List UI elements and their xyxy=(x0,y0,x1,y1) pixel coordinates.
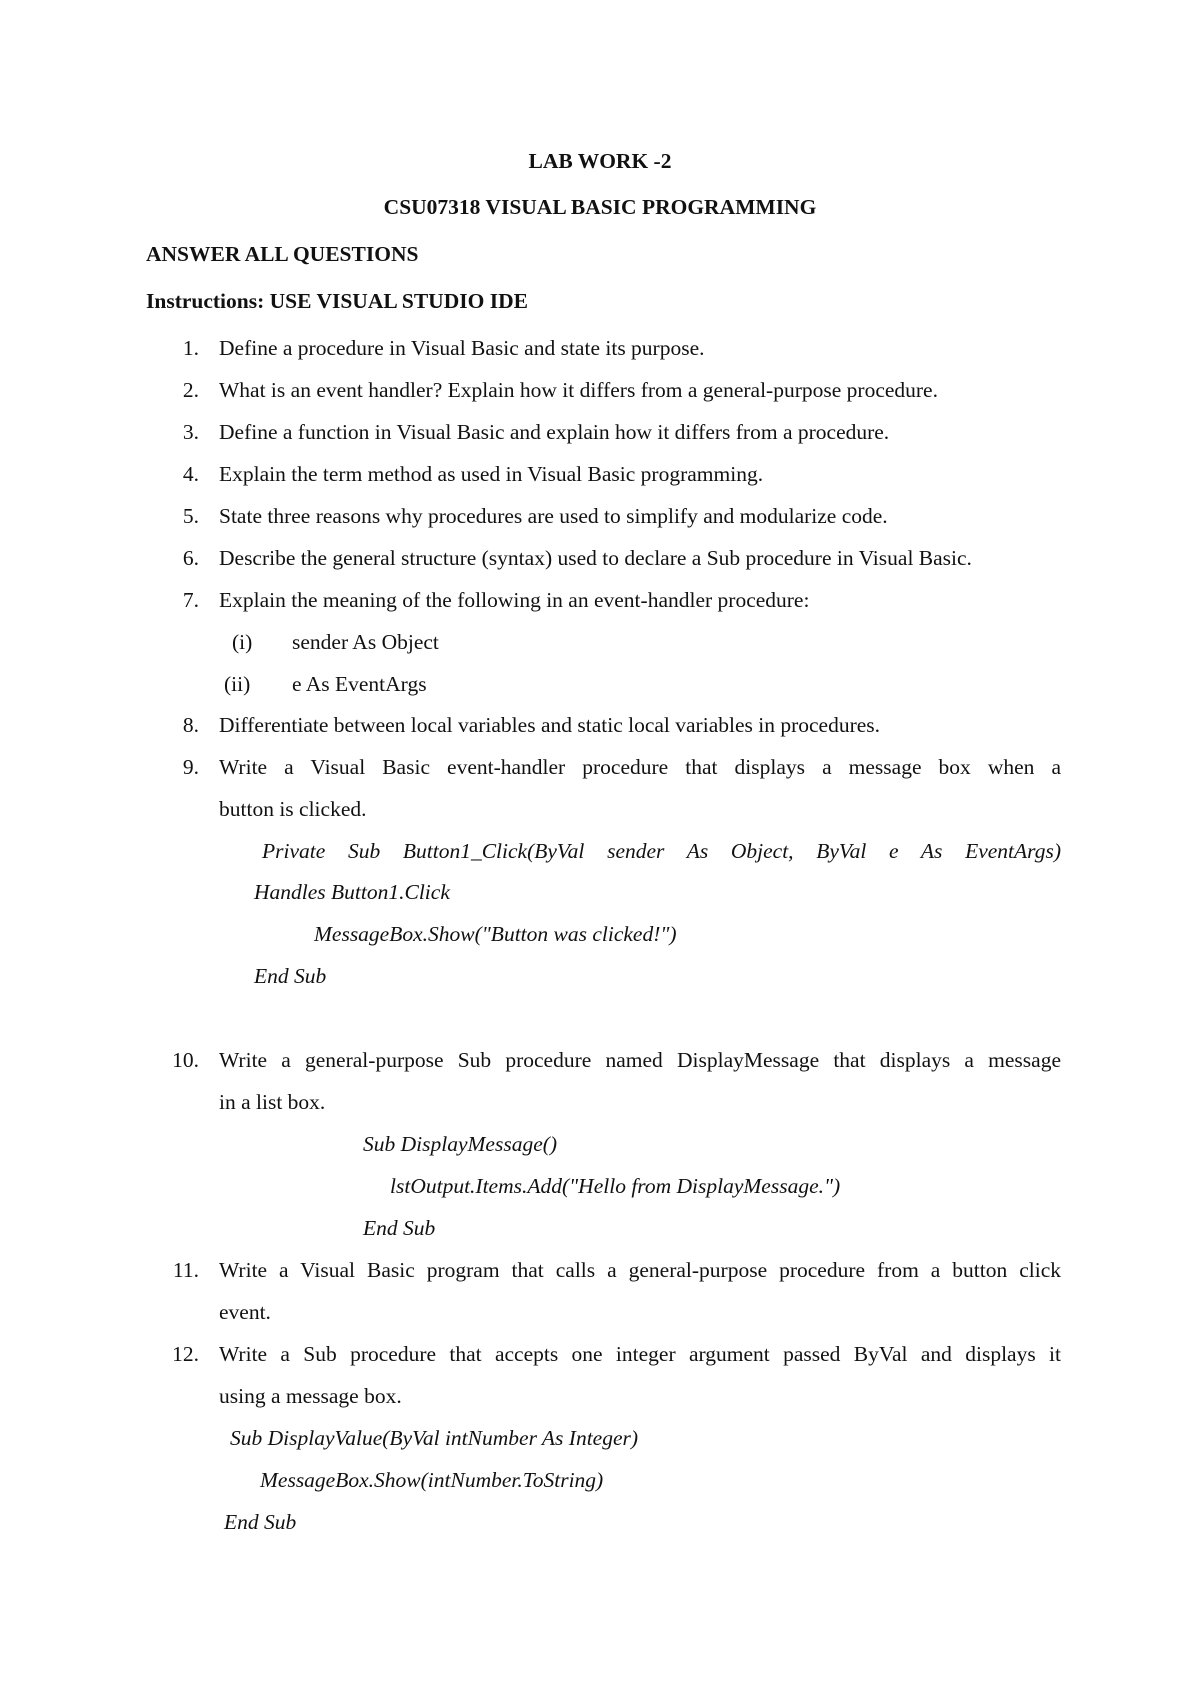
question-text: What is an event handler? Explain how it differs from a general-purpose procedure. xyxy=(219,378,938,402)
code-line: Sub DisplayValue(ByVal intNumber As Integer) xyxy=(230,1426,639,1450)
instructions-text: USE VISUAL STUDIO IDE xyxy=(269,289,528,313)
question-text: Explain the term method as used in Visual Basic programming. xyxy=(219,462,764,486)
question-text: Describe the general structure (syntax) used to declare a Sub procedure in Visual Basic. xyxy=(219,546,972,570)
question-number: 12. xyxy=(172,1342,199,1366)
question-text-continued: button is clicked. xyxy=(219,797,367,821)
code-line: End Sub xyxy=(363,1216,436,1240)
code-line: MessageBox.Show(intNumber.ToString) xyxy=(260,1468,604,1492)
question-text: Write a general-purpose Sub procedure named DisplayMessage that displays a message xyxy=(219,1048,1061,1072)
question-number: 6. xyxy=(182,546,199,570)
question-number: 11. xyxy=(172,1258,199,1282)
question-text: Write a Visual Basic program that calls a general-purpose procedure from a button click xyxy=(219,1258,1061,1282)
question-text: Write a Visual Basic event-handler procedure that displays a message box when a xyxy=(219,755,1061,779)
question-text: State three reasons why procedures are used to simplify and modularize code. xyxy=(219,504,888,528)
question-number: 2. xyxy=(182,378,199,402)
instructions-line xyxy=(146,288,528,314)
question-number: 4. xyxy=(182,462,199,486)
question-number: 3. xyxy=(182,420,199,444)
question-text-continued: event. xyxy=(219,1300,271,1324)
lab-title: LAB WORK -2 xyxy=(528,149,672,173)
question-number: 7. xyxy=(182,588,199,612)
answer-all-heading: ANSWER ALL QUESTIONS xyxy=(146,242,419,266)
code-line: MessageBox.Show("Button was clicked!") xyxy=(314,922,677,946)
code-line: Handles Button1.Click xyxy=(254,880,450,904)
code-line: Private Sub Button1_Click(ByVal sender As Object, ByVal e As EventArgs) xyxy=(262,839,1061,863)
question-text: Explain the meaning of the following in an event-handler procedure: xyxy=(219,588,810,612)
code-line: lstOutput.Items.Add("Hello from DisplayMessage.") xyxy=(390,1174,841,1198)
question-text: Write a Sub procedure that accepts one integer argument passed ByVal and displays it xyxy=(219,1342,1061,1366)
question-number: 5. xyxy=(182,504,199,528)
code-line: Sub DisplayMessage() xyxy=(363,1132,558,1156)
question-text-continued: using a message box. xyxy=(219,1384,402,1408)
instructions-label: Instructions: xyxy=(146,289,265,313)
subitem-number: (i) xyxy=(232,630,253,654)
question-number: 1. xyxy=(182,336,199,360)
question-text: Define a procedure in Visual Basic and state its purpose. xyxy=(219,336,705,360)
subitem-text: sender As Object xyxy=(292,630,439,654)
subitem-text: e As EventArgs xyxy=(292,672,427,696)
question-number: 10. xyxy=(172,1048,199,1072)
code-line: End Sub xyxy=(224,1510,297,1534)
subitem-number: (ii) xyxy=(224,672,251,696)
code-line: End Sub xyxy=(254,964,327,988)
question-text-continued: in a list box. xyxy=(219,1090,326,1114)
question-number: 8. xyxy=(182,713,199,737)
question-number: 9. xyxy=(182,755,199,779)
question-text: Differentiate between local variables and static local variables in procedures. xyxy=(219,713,881,737)
course-title: CSU07318 VISUAL BASIC PROGRAMMING xyxy=(383,195,817,219)
question-text: Define a function in Visual Basic and explain how it differs from a procedure. xyxy=(219,420,890,444)
